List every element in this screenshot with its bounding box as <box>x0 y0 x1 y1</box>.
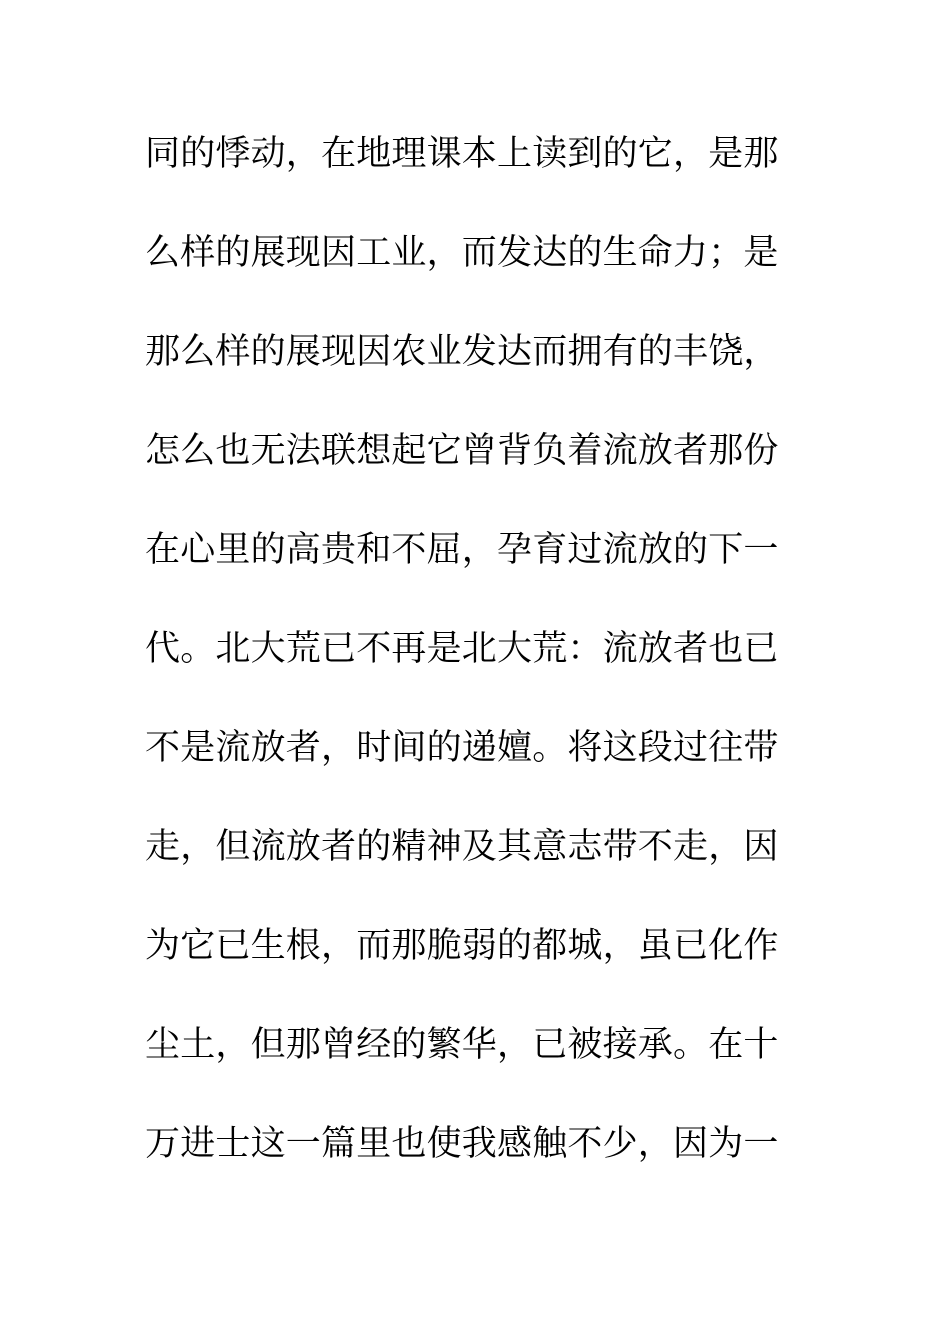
text-line-1: 同的悸动，在地理课本上读到的它，是那 <box>145 134 779 174</box>
text-line-5: 在心里的高贵和不屈，孕育过流放的下一 <box>145 530 779 570</box>
text-line-9: 为它已生根，而那脆弱的都城，虽已化作 <box>145 926 779 966</box>
body-text <box>145 126 785 1215</box>
text-line-4: 怎么也无法联想起它曾背负着流放者那份 <box>145 431 779 471</box>
text-line-3: 那么样的展现因农业发达而拥有的丰饶， <box>145 332 779 372</box>
text-line-2: 么样的展现因工业，而发达的生命力；是 <box>145 233 779 273</box>
text-line-8: 走，但流放者的精神及其意志带不走，因 <box>145 827 779 867</box>
text-line-6: 代。北大荒已不再是北大荒：流放者也已 <box>145 629 779 669</box>
text-line-10: 尘土，但那曾经的繁华，已被接承。在十 <box>145 1025 779 1065</box>
text-line-11: 万进士这一篇里也使我感触不少，因为一 <box>145 1124 779 1164</box>
text-line-7: 不是流放者，时间的递嬗。将这段过往带 <box>145 728 779 768</box>
